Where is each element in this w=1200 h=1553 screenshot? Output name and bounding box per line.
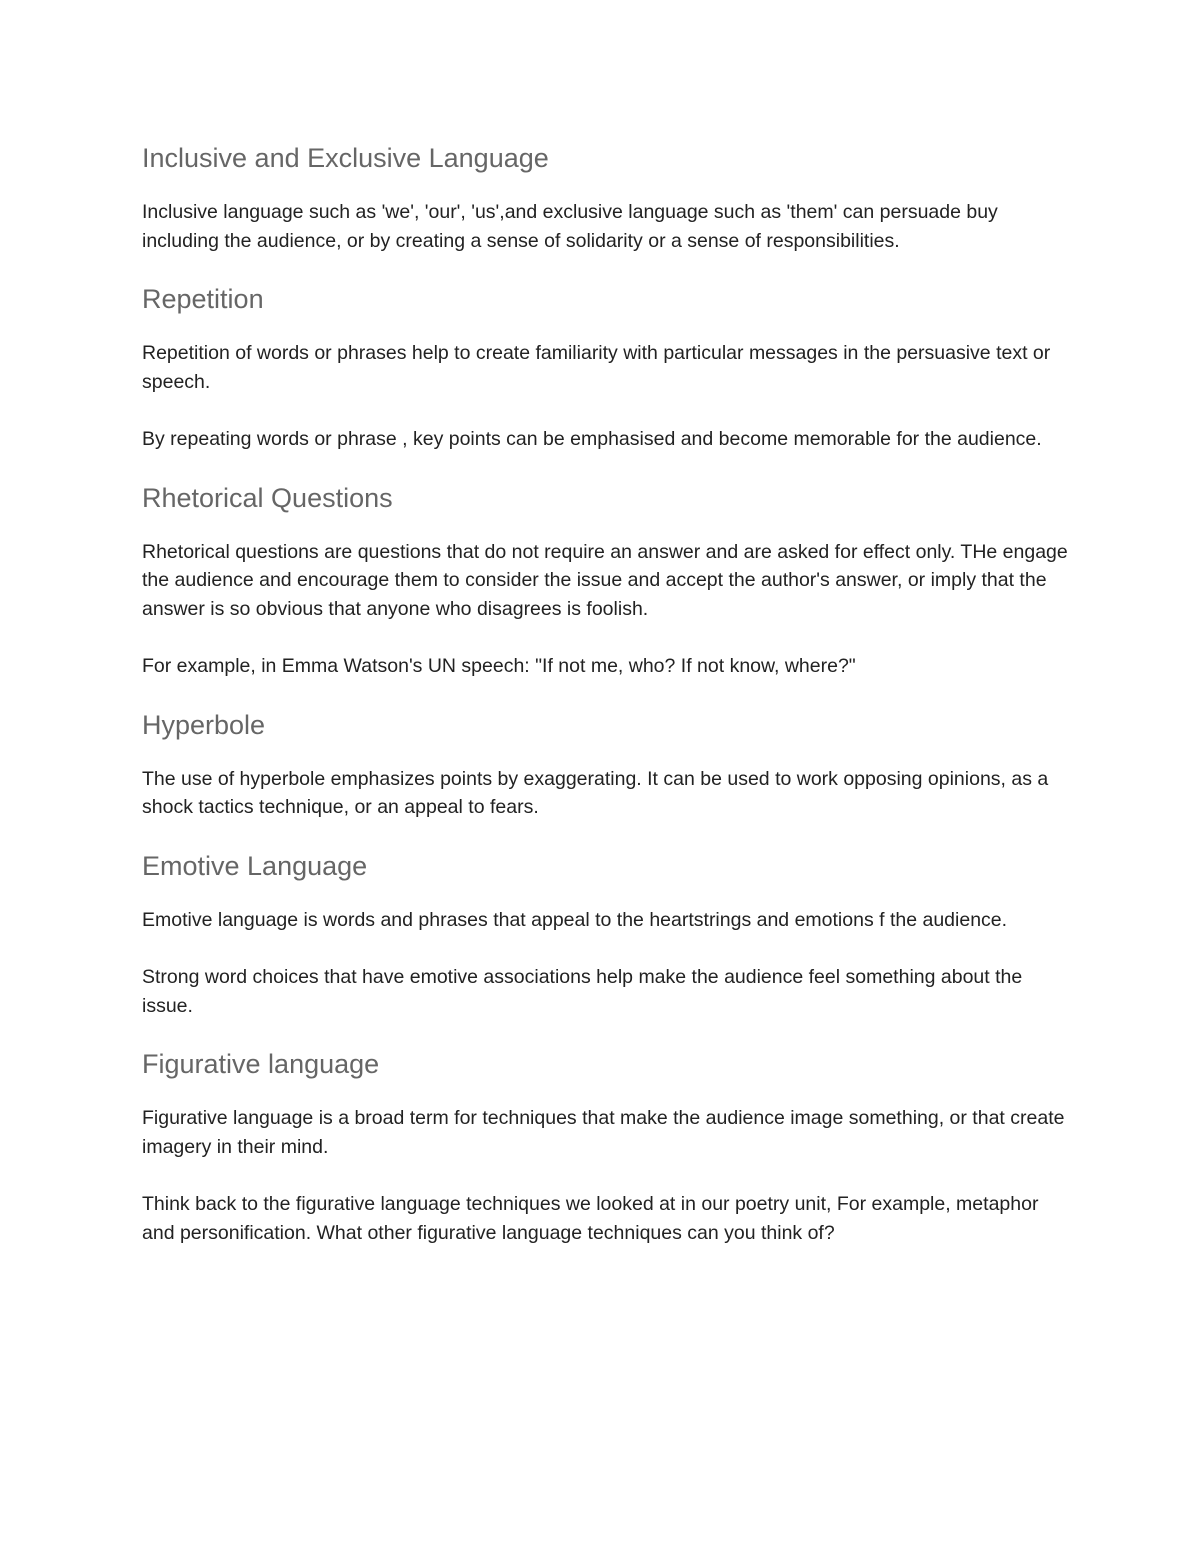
paragraph-figurative-language-2: Think back to the figurative language techniques we looked at in our poetry unit, For example, metaphor and personification. What other figurative language techniques can you think of? bbox=[142, 1193, 1039, 1244]
paragraph-rhetorical-questions-2: For example, in Emma Watson's UN speech: "If not me, who? If not know, where?" bbox=[142, 655, 856, 677]
paragraph-emotive-language-1: Emotive language is words and phrases that appeal to the heartstrings and emotions f the audience. bbox=[142, 908, 1008, 931]
paragraph-repetition-2: By repeating words or phrase , key points can be emphasised and become memorable for the audience. bbox=[142, 428, 1042, 450]
paragraph-rhetorical-questions-1: Rhetorical questions are questions that do not require an answer and are asked for effect only. THe engage the audience and encourage them to consider the issue and accept the author's answer, or imply that the answer is so obvious that anyone who disagrees is foolish. bbox=[142, 540, 1068, 620]
heading-rhetorical-questions: Rhetorical Questions bbox=[142, 482, 393, 513]
paragraph-figurative-language-1: Figurative language is a broad term for techniques that make the audience image something, or that create imagery in their mind. bbox=[142, 1107, 1065, 1158]
paragraph-repetition-1: Repetition of words or phrases help to create familiarity with particular messages in the persuasive text or speech. bbox=[142, 342, 1051, 393]
paragraph-inclusive-language: Inclusive language such as 'we', 'our', 'us',and exclusive language such as 'them' can persuade buy including the audience, or by creating a sense of solidarity or a sense of responsibilities. bbox=[142, 201, 998, 252]
heading-repetition: Repetition bbox=[142, 284, 264, 314]
heading-figurative-language: Figurative language bbox=[142, 1049, 380, 1079]
heading-inclusive-exclusive-language: Inclusive and Exclusive Language bbox=[142, 143, 549, 173]
paragraph-hyperbole: The use of hyperbole emphasizes points by exaggerating. It can be used to work opposing opinions, as a shock tactics technique, or an appeal to fears. bbox=[142, 767, 1049, 818]
heading-emotive-language: Emotive Language bbox=[142, 850, 368, 881]
paragraph-emotive-language-2: Strong word choices that have emotive associations help make the audience feel something about the issue. bbox=[142, 966, 1023, 1017]
heading-hyperbole: Hyperbole bbox=[142, 709, 266, 740]
